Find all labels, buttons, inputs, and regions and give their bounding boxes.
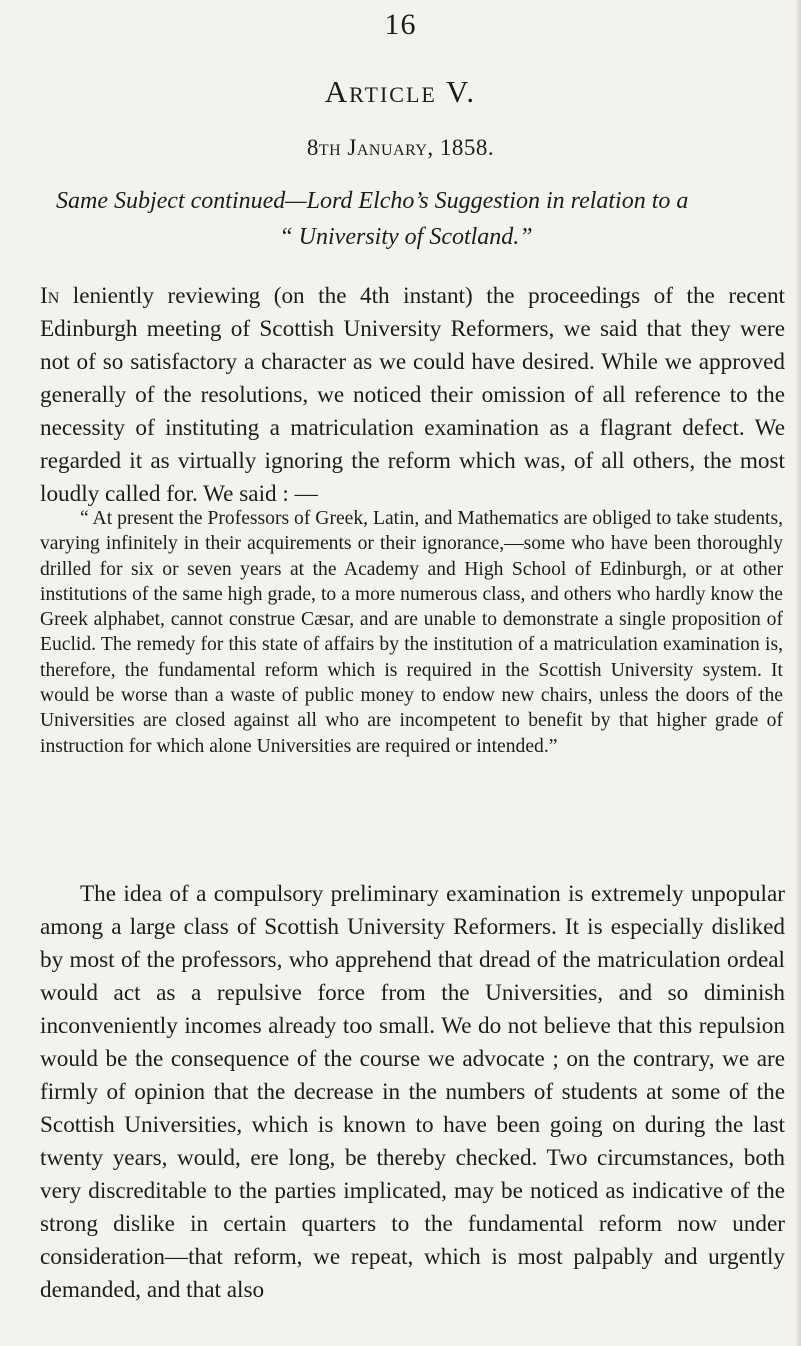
article-title: Article V. [324, 74, 477, 109]
paragraph-1-first-word: In [40, 283, 60, 309]
date-line: 8th January, 1858. [306, 135, 495, 160]
page-number: 16 [384, 8, 417, 41]
paragraph-2: The idea of a compulsory preliminary examination is extremely unpopular among a large class of Scottish University Reformers. It is especially disliked by most of the professors, who apprehend that dread of the matriculation ordeal would act as a repulsive force from the Universities, and so diminish inconveniently incomes already too small. We do not believe that this repulsion would be the consequence of the course we advocate ; on the contrary, we are firmly of opinion that the decrease in the numbers of students at some of the Scottish Universities, which is known to have been going on during the last twenty years, would, ere long, be thereby checked. Two circumstances, both very discreditable to the parties implicated, may be noticed as indicative of the strong dislike in certain quarters to the fundamental reform now under consideration—that reform, we repeat, which is most palpably and urgently demanded, and that also [40, 881, 785, 1303]
paragraph-1-text: leniently reviewing (on the 4th instant) the proceedings of the recent Edinburgh meeting of Scottish University Reformers, we said that they were not of so satisfactory a character as we could have desired. While we approved generally of the resolutions, we noticed their omission of all reference to the necessity of instituting a matriculation examination as a flagrant defect. We regarded it as virtually ignoring the reform which was, of all others, the most loudly called for. We said : — [40, 283, 785, 507]
subtitle-line-1: Same Subject continued—Lord Elcho’s Suggestion in relation to a [56, 188, 689, 214]
paragraph-1 [40, 280, 785, 511]
subtitle-line-2: “ University of Scotland.” [279, 224, 533, 250]
block-quote: “ At present the Professors of Greek, Latin, and Mathematics are obliged to take students, varying infinitely in their acquirements or their ignorance,—some who have been thoroughly drilled for six or seven years at the Academy and High School of Edinburgh, or at other institutions of the same high grade, to a more numerous class, and others who hardly know the Greek alphabet, cannot construe Cæsar, and are unable to demonstrate a single proposition of Euclid. The remedy for this state of affairs by the institution of a matriculation examination is, therefore, the fundamental reform which is required in the Scottish University system. It would be worse than a waste of public money to endow new chairs, unless the doors of the Universities are closed against all who are incompetent to benefit by that higher grade of instruction for which alone Universities are required or intended.” [40, 508, 783, 757]
subtitle [56, 183, 796, 255]
page-edge-shadow [795, 0, 801, 1346]
